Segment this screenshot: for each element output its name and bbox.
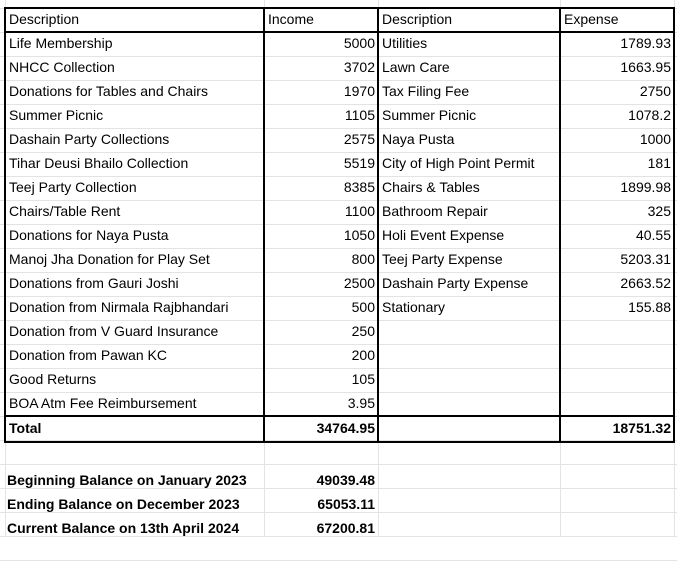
income-amount-cell: 3702	[343, 59, 375, 75]
expense-amount-cell: 2750	[639, 83, 671, 99]
income-description-cell: Tihar Deusi Bhailo Collection	[9, 155, 189, 171]
expense-amount-cell: 1000	[639, 131, 671, 147]
income-amount-cell: 2575	[343, 131, 375, 147]
balance-value: 65053.11	[317, 496, 375, 512]
expense-description-cell	[378, 392, 560, 416]
expense-amount-cell: 1663.95	[620, 59, 671, 75]
expense-amount-cell: 1078.2	[628, 107, 671, 123]
header-border	[5, 31, 675, 33]
total-expense: 18751.32	[612, 420, 671, 436]
expense-amount-cell: 40.55	[635, 227, 671, 243]
header-description-income: Description	[9, 11, 80, 27]
table-border-left	[4, 7, 6, 443]
expense-description-cell: Lawn Care	[382, 59, 450, 75]
total-income: 34764.95	[316, 420, 375, 436]
income-amount-cell: 8385	[343, 179, 375, 195]
income-amount-cell: 105	[351, 371, 375, 387]
gridline-horizontal	[0, 464, 677, 465]
income-amount-cell: 1970	[343, 83, 375, 99]
expense-description-cell: Bathroom Repair	[382, 203, 488, 219]
income-description-cell: Life Membership	[9, 35, 113, 51]
income-description-cell: Donations for Tables and Chairs	[9, 83, 208, 99]
table-border-right	[673, 7, 675, 443]
column-divider	[559, 7, 561, 443]
expense-description-cell: City of High Point Permit	[382, 155, 535, 171]
expense-amount-cell	[560, 368, 674, 392]
table-border-bottom	[5, 441, 675, 443]
income-description-cell: Donations for Naya Pusta	[9, 227, 169, 243]
income-amount-cell: 1100	[344, 203, 375, 219]
income-amount-cell: 1050	[343, 227, 375, 243]
income-description-cell: Dashain Party Collections	[9, 131, 170, 147]
balance-label: Beginning Balance on January 2023	[7, 472, 247, 488]
income-description-cell: Donation from V Guard Insurance	[9, 323, 219, 339]
income-description-cell: Manoj Jha Donation for Play Set	[9, 251, 210, 267]
income-description-cell: BOA Atm Fee Reimbursement	[9, 395, 197, 411]
expense-description-cell: Stationary	[382, 299, 446, 315]
expense-description-cell	[378, 368, 560, 392]
column-divider	[263, 7, 265, 443]
income-description-cell: Donation from Nirmala Rajbhandari	[9, 299, 229, 315]
income-amount-cell: 3.95	[347, 395, 375, 411]
total-label: Total	[9, 420, 42, 436]
expense-amount-cell: 181	[647, 155, 671, 171]
expense-amount-cell: 2663.52	[620, 275, 671, 291]
expense-amount-cell: 155.88	[628, 299, 671, 315]
expense-amount-cell	[560, 344, 674, 368]
expense-amount-cell: 325	[647, 203, 671, 219]
header-income: Income	[268, 11, 314, 27]
income-description-cell: NHCC Collection	[9, 59, 115, 75]
table-border-top	[5, 7, 675, 9]
expense-amount-cell	[560, 320, 674, 344]
expense-description-cell: Naya Pusta	[382, 131, 455, 147]
income-description-cell: Donations from Gauri Joshi	[9, 275, 179, 291]
expense-description-cell	[378, 344, 560, 368]
balance-label: Ending Balance on December 2023	[7, 496, 240, 512]
expense-amount-cell: 1899.98	[620, 179, 671, 195]
expense-description-cell: Dashain Party Expense	[382, 275, 529, 291]
income-amount-cell: 500	[351, 299, 375, 315]
balance-value: 49039.48	[316, 472, 375, 488]
expense-description-cell: Holi Event Expense	[382, 227, 505, 243]
expense-description-cell: Summer Picnic	[382, 107, 477, 123]
income-description-cell: Good Returns	[9, 371, 97, 387]
income-amount-cell: 2500	[343, 275, 375, 291]
balance-label: Current Balance on 13th April 2024	[7, 520, 240, 536]
balance-value: 67200.81	[316, 520, 375, 536]
expense-description-cell	[378, 320, 560, 344]
expense-amount-cell	[560, 392, 674, 416]
income-amount-cell: 5000	[343, 35, 375, 51]
income-amount-cell: 250	[351, 323, 375, 339]
income-amount-cell: 5519	[343, 155, 375, 171]
income-description-cell: Chairs/Table Rent	[9, 203, 121, 219]
column-divider	[377, 7, 379, 443]
total-border	[5, 415, 675, 417]
income-amount-cell: 200	[351, 347, 375, 363]
expense-description-cell: Tax Filing Fee	[382, 83, 470, 99]
income-description-cell: Donation from Pawan KC	[9, 347, 167, 363]
header-description-expense: Description	[382, 11, 453, 27]
expense-description-cell: Chairs & Tables	[382, 179, 480, 195]
expense-description-cell: Teej Party Expense	[382, 251, 503, 267]
header-expense: Expense	[564, 11, 619, 27]
income-amount-cell: 1105	[344, 107, 375, 123]
expense-amount-cell: 1789.93	[620, 35, 671, 51]
expense-amount-cell: 5203.31	[620, 251, 671, 267]
income-description-cell: Summer Picnic	[9, 107, 104, 123]
income-description-cell: Teej Party Collection	[9, 179, 137, 195]
expense-description-cell: Utilities	[382, 35, 428, 51]
income-amount-cell: 800	[351, 251, 375, 267]
